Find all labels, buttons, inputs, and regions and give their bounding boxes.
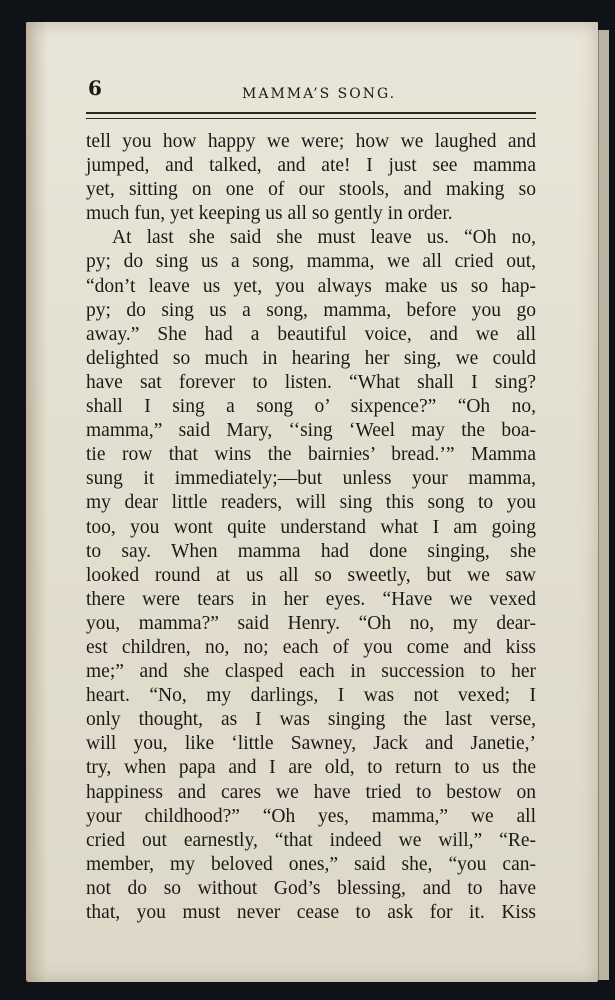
text-line: “don’t leave us yet, you always make us so hap- [86,275,536,297]
body-text [86,130,536,925]
text-line: your childhood?” “Oh yes, mamma,” we all [86,805,536,827]
text-line: will you, like ‘little Sawney, Jack and Janetie,’ [86,733,536,755]
header-rule-top [86,112,536,114]
text-line: have sat forever to listen. “What shall I sing? [86,371,536,393]
text-line: est children, no, no; each of you come and kiss [86,636,536,658]
text-line: too, you wont quite understand what I am going [86,516,536,538]
text-line: looked round at us all so sweetly, but we saw [86,564,536,586]
text-line: tie row that wins the bairnies’ bread.’” Mamma [86,444,536,466]
text-line: me;” and she clasped each in succession to her [86,661,536,683]
text-line: happiness and cares we have tried to bestow on [86,781,536,803]
text-line: cried out earnestly, “that indeed we will,” “Re- [86,829,536,851]
text-line: At last she said she must leave us. “Oh no, [112,227,536,249]
text-line: only thought, as I was singing the last verse, [86,709,536,731]
text-line: to say. When mamma had done singing, she [86,540,536,562]
text-line: mamma,” said Mary, ‘‘sing ‘Weel may the boa- [86,420,536,442]
page-number: 6 [88,76,102,100]
text-line: there were tears in her eyes. “Have we vexed [86,588,536,610]
text-line: tell you how happy we were; how we laughed and [86,131,536,152]
text-line: much fun, yet keeping us all so gently in order. [86,203,453,225]
header-rule-bottom [86,118,536,119]
page-header [86,74,536,106]
text-line: member, my beloved ones,” said she, “you can- [86,853,536,875]
text-line: not do so without God’s blessing, and to have [86,877,536,899]
text-line: py; do sing us a song, mamma, we all cried out, [86,251,536,273]
text-line: that, you must never cease to ask for it. Kiss [86,902,536,923]
text-line: delighted so much in hearing her sing, we could [86,347,536,369]
text-line: try, when papa and I are old, to return to us the [86,757,536,779]
text-line: away.” She had a beautiful voice, and we all [86,323,536,345]
text-line: py; do sing us a song, mamma, before you go [86,299,536,321]
text-line: heart. “No, my darlings, I was not vexed; I [86,685,536,707]
text-line: yet, sitting on one of our stools, and making so [86,179,536,201]
text-line: sung it immediately;—but unless your mamma, [86,468,536,490]
text-line: jumped, and talked, and ate! I just see mamma [86,155,536,177]
running-title: MAMMA’S SONG. [242,86,397,102]
text-line: shall I sing a song o’ sixpence?” “Oh no, [86,396,536,418]
page-edge [598,30,609,980]
text-line: you, mamma?” said Henry. “Oh no, my dear- [86,612,536,634]
text-line: my dear little readers, will sing this song to you [86,492,536,514]
